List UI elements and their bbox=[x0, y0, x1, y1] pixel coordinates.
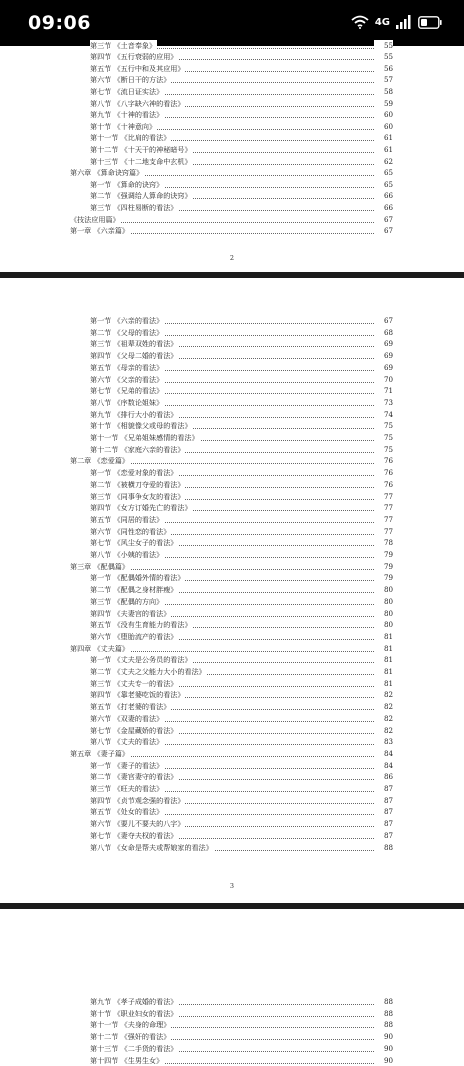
toc-entry-title: 第十三节 《十二地支命中玄机》 bbox=[90, 156, 192, 166]
toc-entry-title: 第一节 《恋爱对象的看法》 bbox=[90, 468, 178, 478]
page-number: 3 bbox=[229, 882, 235, 890]
toc-entry-page: 68 bbox=[374, 327, 393, 338]
document-page-4 bbox=[0, 909, 464, 1065]
toc-entry-title: 第八节 《小姨的看法》 bbox=[90, 550, 164, 559]
toc-entry-title: 第二节 《配偶之身材胖瘦》 bbox=[90, 585, 178, 595]
toc-entry-title: 第五节 《处女的看法》 bbox=[90, 807, 164, 817]
toc-entry-title: 第六节 《堕胎流产的看法》 bbox=[90, 631, 178, 641]
toc-entry[interactable] bbox=[0, 526, 464, 537]
toc-entry-title: 第五节 《打老婆的看法》 bbox=[90, 702, 171, 712]
page-number: 2 bbox=[229, 254, 235, 262]
toc-entry-title: 第二节 《丈夫之父能力大小的看法》 bbox=[90, 667, 206, 676]
toc-entry-page: 69 bbox=[374, 362, 393, 373]
toc-entry-title: 第五章 《妻子篇》 bbox=[70, 748, 130, 758]
toc-entry-title: 第二节 《被横刀夺爱的看法》 bbox=[90, 479, 185, 489]
toc-entry-title: 第一节 《算命的诀窍》 bbox=[90, 179, 164, 189]
toc-entry[interactable] bbox=[0, 202, 464, 213]
toc-entry-title: 第八节 《女命是帮夫或帮娘家的看法》 bbox=[90, 842, 213, 852]
toc-entry[interactable] bbox=[0, 350, 464, 361]
toc-entry[interactable] bbox=[0, 771, 464, 782]
toc-entry-page: 65 bbox=[374, 167, 393, 178]
toc-entry[interactable] bbox=[0, 74, 464, 85]
toc-entry-title: 第十节 《十神意向》 bbox=[90, 121, 157, 131]
toc-entry-title: 第七节 《流日证实法》 bbox=[90, 86, 164, 96]
toc-entry[interactable] bbox=[0, 190, 464, 201]
toc-entry[interactable] bbox=[0, 214, 464, 225]
toc-entry[interactable] bbox=[0, 1019, 464, 1030]
toc-entry-page: 69 bbox=[374, 338, 393, 349]
toc-entry-page: 75 bbox=[374, 420, 393, 431]
toc-entry-page: 55 bbox=[374, 40, 393, 51]
toc-entry[interactable] bbox=[0, 608, 464, 619]
toc-entry-page: 59 bbox=[374, 98, 393, 109]
toc-entry[interactable] bbox=[0, 760, 464, 771]
toc-entry[interactable] bbox=[0, 40, 464, 51]
toc-entry[interactable] bbox=[0, 397, 464, 408]
battery-icon bbox=[418, 14, 442, 33]
toc-entry-title: 第三节 《祖辈双姓的看法》 bbox=[90, 339, 178, 349]
toc-entry-page: 81 bbox=[374, 654, 393, 665]
toc-entry-page: 79 bbox=[374, 549, 393, 560]
toc-entry-title: 第五节 《母亲的看法》 bbox=[90, 362, 164, 372]
toc-entry[interactable] bbox=[0, 596, 464, 607]
document-page-2 bbox=[0, 40, 464, 272]
toc-entry-page: 87 bbox=[374, 818, 393, 829]
status-time: 09:06 bbox=[28, 12, 91, 34]
toc-entry-title: 第六章 《算命诀窍篇》 bbox=[70, 168, 144, 178]
toc-entry[interactable] bbox=[0, 996, 464, 1007]
toc-entry[interactable] bbox=[0, 701, 464, 712]
toc-entry-title: 第二章 《恋爱篇》 bbox=[70, 456, 130, 466]
toc-entry-page: 81 bbox=[374, 631, 393, 642]
toc-entry-page: 66 bbox=[374, 190, 393, 201]
toc-entry[interactable] bbox=[0, 179, 464, 190]
toc-entry-page: 77 bbox=[374, 526, 393, 537]
toc-entry-title: 第一节 《丈夫是公务员的看法》 bbox=[90, 655, 192, 665]
toc-entry-page: 66 bbox=[374, 202, 393, 213]
toc-entry-title: 第七节 《兄弟的看法》 bbox=[90, 386, 164, 396]
toc-entry-page: 82 bbox=[374, 689, 393, 700]
toc-entry-title: 第四章 《丈夫篇》 bbox=[70, 643, 130, 653]
toc-entry-title: 第十一节 《比肩的看法》 bbox=[90, 133, 171, 143]
toc-entry[interactable] bbox=[0, 121, 464, 132]
toc-entry[interactable] bbox=[0, 619, 464, 630]
toc-entry-title: 第六节 《要儿不要夫的八字》 bbox=[90, 819, 185, 829]
toc-entry-page: 82 bbox=[374, 713, 393, 724]
toc-entry[interactable] bbox=[0, 51, 464, 62]
toc-entry-page: 81 bbox=[374, 666, 393, 677]
toc-entry[interactable] bbox=[0, 338, 464, 349]
toc-entry[interactable] bbox=[0, 783, 464, 794]
toc-entry[interactable] bbox=[0, 1031, 464, 1042]
toc-entry-title: 第五节 《五行中和及其应用》 bbox=[90, 63, 185, 73]
toc-entry-page: 77 bbox=[374, 502, 393, 513]
toc-entry-page: 75 bbox=[374, 432, 393, 443]
toc-entry[interactable] bbox=[0, 1008, 464, 1019]
toc-entry[interactable] bbox=[0, 385, 464, 396]
toc-entry-page: 84 bbox=[374, 760, 393, 771]
toc-entry-title: 第一节 《六亲的看法》 bbox=[90, 316, 164, 325]
toc-entry-page: 56 bbox=[374, 63, 393, 74]
toc-entry-title: 第七节 《金屋藏娇的看法》 bbox=[90, 725, 178, 735]
toc-entry-page: 90 bbox=[374, 1043, 393, 1054]
toc-entry-title: 第六节 《断日干的方法》 bbox=[90, 75, 171, 85]
toc-entry-page: 90 bbox=[374, 1031, 393, 1042]
toc-entry[interactable] bbox=[0, 643, 464, 654]
toc-entry-title: 第三节 《丈夫专一的看法》 bbox=[90, 678, 178, 688]
toc-entry-page: 87 bbox=[374, 830, 393, 841]
toc-entry[interactable] bbox=[0, 132, 464, 143]
toc-entry-title: 第八节 《丈夫的看法》 bbox=[90, 737, 164, 747]
toc-entry-title: 第十二节 《十天干的神秘暗号》 bbox=[90, 144, 192, 154]
toc-entry[interactable] bbox=[0, 479, 464, 490]
toc-entry-page: 90 bbox=[374, 1055, 393, 1066]
toc-entry-title: 第十四节 《生男生女》 bbox=[90, 1055, 164, 1065]
toc-entry[interactable] bbox=[0, 654, 464, 665]
toc-entry-page: 88 bbox=[374, 842, 393, 853]
toc-entry-page: 82 bbox=[374, 725, 393, 736]
toc-entry[interactable] bbox=[0, 666, 464, 677]
status-icons bbox=[351, 14, 442, 32]
toc-entry-title: 第六节 《同性恋的看法》 bbox=[90, 526, 171, 536]
toc-entry-page: 62 bbox=[374, 156, 393, 167]
network-type-label: 4G bbox=[374, 17, 390, 28]
toc-entry-page: 87 bbox=[374, 783, 393, 794]
toc-entry[interactable] bbox=[0, 225, 464, 236]
toc-entry-page: 61 bbox=[374, 132, 393, 143]
toc-entry-title: 第一章 《六亲篇》 bbox=[70, 226, 130, 236]
toc-entry[interactable] bbox=[0, 156, 464, 167]
toc-entry-page: 76 bbox=[374, 455, 393, 466]
toc-entry-title: 第十一节 《兄弟姐妹感情的看法》 bbox=[90, 433, 199, 442]
toc-entry-title: 第二节 《父母的看法》 bbox=[90, 327, 164, 337]
toc-entry-title: 第五节 《没有生育能力的看法》 bbox=[90, 620, 192, 630]
toc-entry-page: 87 bbox=[374, 806, 393, 817]
toc-entry-title: 第四节 《靠老婆吃饭的看法》 bbox=[90, 690, 185, 700]
signal-icon bbox=[396, 14, 412, 33]
toc-entry-page: 55 bbox=[374, 51, 393, 62]
toc-entry-page: 83 bbox=[374, 736, 393, 747]
toc-entry-title: 第四节 《贞节观念强的看法》 bbox=[90, 795, 185, 805]
toc-entry-page: 65 bbox=[374, 179, 393, 190]
toc-entry-title: 第二节 《妻宫妻守的看法》 bbox=[90, 772, 178, 782]
document-page-3 bbox=[0, 278, 464, 903]
toc-entry-title: 第七节 《风尘女子的看法》 bbox=[90, 538, 178, 548]
toc-entry-page: 76 bbox=[374, 467, 393, 478]
toc-entry-page: 67 bbox=[374, 214, 393, 225]
toc-entry[interactable] bbox=[0, 842, 464, 853]
toc-entry[interactable] bbox=[0, 327, 464, 338]
toc-entry[interactable] bbox=[0, 63, 464, 74]
toc-entry[interactable] bbox=[0, 549, 464, 560]
toc-entry-page: 73 bbox=[374, 397, 393, 408]
toc-entry[interactable] bbox=[0, 1055, 464, 1066]
toc-entry[interactable] bbox=[0, 584, 464, 595]
toc-entry[interactable] bbox=[0, 362, 464, 373]
toc-entry[interactable] bbox=[0, 167, 464, 178]
wifi-icon bbox=[351, 14, 369, 33]
toc-entry-title: 第一节 《妻子的看法》 bbox=[90, 760, 164, 770]
toc-entry[interactable] bbox=[0, 315, 464, 326]
toc-entry-title: 第八节 《序数论姐妹》 bbox=[90, 397, 164, 407]
toc-entry[interactable] bbox=[0, 109, 464, 120]
toc-entry[interactable] bbox=[0, 678, 464, 689]
toc-entry-page: 84 bbox=[374, 748, 393, 759]
toc-entry-page: 67 bbox=[374, 225, 393, 236]
toc-entry-page: 82 bbox=[374, 701, 393, 712]
toc-entry-page: 69 bbox=[374, 350, 393, 361]
toc-entry[interactable] bbox=[0, 467, 464, 478]
toc-entry-page: 80 bbox=[374, 584, 393, 595]
toc-entry-page: 86 bbox=[374, 771, 393, 782]
toc-entry[interactable] bbox=[0, 144, 464, 155]
toc-entry[interactable] bbox=[0, 736, 464, 747]
toc-entry-title: 第九节 《孝子成婚的看法》 bbox=[90, 997, 178, 1006]
toc-entry[interactable] bbox=[0, 420, 464, 431]
toc-entry-title: 第十一节 《夫身的命理》 bbox=[90, 1020, 171, 1030]
toc-entry-title: 第六节 《父亲的看法》 bbox=[90, 374, 164, 384]
toc-entry-page: 88 bbox=[374, 996, 393, 1007]
toc-entry-page: 75 bbox=[374, 444, 393, 455]
toc-entry-title: 第九节 《十神的看法》 bbox=[90, 110, 164, 120]
toc-entry-page: 81 bbox=[374, 678, 393, 689]
toc-entry[interactable] bbox=[0, 830, 464, 841]
toc-entry[interactable] bbox=[0, 1043, 464, 1054]
document-viewer[interactable] bbox=[0, 40, 464, 1065]
toc-entry-page: 70 bbox=[374, 374, 393, 385]
toc-entry-title: 第四节 《五行衰弱的应用》 bbox=[90, 52, 178, 62]
toc-entry[interactable] bbox=[0, 561, 464, 572]
toc-entry[interactable] bbox=[0, 491, 464, 502]
toc-entry-page: 80 bbox=[374, 596, 393, 607]
toc-entry[interactable] bbox=[0, 748, 464, 759]
toc-entry[interactable] bbox=[0, 572, 464, 583]
toc-entry-title: 第四节 《夫妻宫的看法》 bbox=[90, 608, 171, 618]
toc-entry[interactable] bbox=[0, 806, 464, 817]
toc-entry-title: 《技法应用篇》 bbox=[70, 214, 120, 224]
toc-entry-title: 第三节 《旺夫的看法》 bbox=[90, 784, 164, 793]
toc-entry-page: 67 bbox=[374, 315, 393, 326]
toc-entry[interactable] bbox=[0, 98, 464, 109]
toc-entry-title: 第十二节 《强奸的看法》 bbox=[90, 1032, 171, 1042]
toc-entry[interactable] bbox=[0, 795, 464, 806]
toc-entry[interactable] bbox=[0, 432, 464, 443]
toc-entry-title: 第二节 《强调给人算命的诀窍》 bbox=[90, 191, 192, 201]
toc-entry-title: 第十节 《相貌像父或母的看法》 bbox=[90, 421, 192, 431]
toc-entry[interactable] bbox=[0, 374, 464, 385]
toc-entry-page: 88 bbox=[374, 1019, 393, 1030]
toc-entry-title: 第七节 《妻夺夫权的看法》 bbox=[90, 830, 178, 840]
toc-entry-page: 77 bbox=[374, 491, 393, 502]
toc-entry-page: 71 bbox=[374, 385, 393, 396]
toc-entry[interactable] bbox=[0, 631, 464, 642]
toc-entry[interactable] bbox=[0, 818, 464, 829]
toc-entry-page: 57 bbox=[374, 74, 393, 85]
toc-entry[interactable] bbox=[0, 689, 464, 700]
toc-entry-title: 第六节 《双妻的看法》 bbox=[90, 713, 164, 723]
toc-entry[interactable] bbox=[0, 502, 464, 513]
toc-entry[interactable] bbox=[0, 725, 464, 736]
toc-entry-page: 58 bbox=[374, 86, 393, 97]
toc-entry-page: 79 bbox=[374, 572, 393, 583]
toc-entry-page: 61 bbox=[374, 144, 393, 155]
toc-entry-title: 第四节 《父母二婚的看法》 bbox=[90, 351, 178, 361]
toc-entry[interactable] bbox=[0, 537, 464, 548]
toc-entry-title: 第三节 《四柱易断的看法》 bbox=[90, 202, 178, 212]
toc-entry-title: 第三章 《配偶篇》 bbox=[70, 561, 130, 571]
toc-entry-title: 第十三节 《二手货的看法》 bbox=[90, 1043, 178, 1053]
toc-entry-page: 80 bbox=[374, 619, 393, 630]
toc-entry-title: 第十节 《职业妇女的看法》 bbox=[90, 1008, 178, 1018]
toc-entry-title: 第三节 《同事争女友的看法》 bbox=[90, 491, 185, 501]
toc-entry[interactable] bbox=[0, 514, 464, 525]
toc-entry-title: 第五节 《同居的看法》 bbox=[90, 514, 164, 524]
toc-entry-page: 74 bbox=[374, 409, 393, 420]
toc-entry-page: 87 bbox=[374, 795, 393, 806]
toc-entry[interactable] bbox=[0, 713, 464, 724]
toc-entry-title: 第十二节 《家庭六亲的看法》 bbox=[90, 444, 185, 454]
toc-entry[interactable] bbox=[0, 455, 464, 466]
toc-entry-page: 60 bbox=[374, 121, 393, 132]
toc-entry-title: 第八节 《八字缺六神的看法》 bbox=[90, 98, 185, 108]
toc-entry-page: 79 bbox=[374, 561, 393, 572]
toc-entry[interactable] bbox=[0, 444, 464, 455]
toc-entry[interactable] bbox=[0, 86, 464, 97]
toc-entry-page: 76 bbox=[374, 479, 393, 490]
toc-entry-page: 88 bbox=[374, 1008, 393, 1019]
toc-entry-page: 77 bbox=[374, 514, 393, 525]
toc-entry[interactable] bbox=[0, 409, 464, 420]
toc-entry-title: 第九节 《排行大小的看法》 bbox=[90, 409, 178, 419]
toc-entry-page: 80 bbox=[374, 608, 393, 619]
toc-entry-page: 81 bbox=[374, 643, 393, 654]
toc-entry-title: 第三节 《土音奉象》 bbox=[90, 40, 157, 50]
toc-entry-title: 第四节 《女方订婚先亡的看法》 bbox=[90, 503, 192, 513]
toc-entry-title: 第一节 《配偶婚外情的看法》 bbox=[90, 573, 185, 583]
toc-entry-page: 60 bbox=[374, 109, 393, 120]
toc-entry-title: 第三节 《配偶的方向》 bbox=[90, 596, 164, 606]
toc-entry-page: 78 bbox=[374, 537, 393, 548]
